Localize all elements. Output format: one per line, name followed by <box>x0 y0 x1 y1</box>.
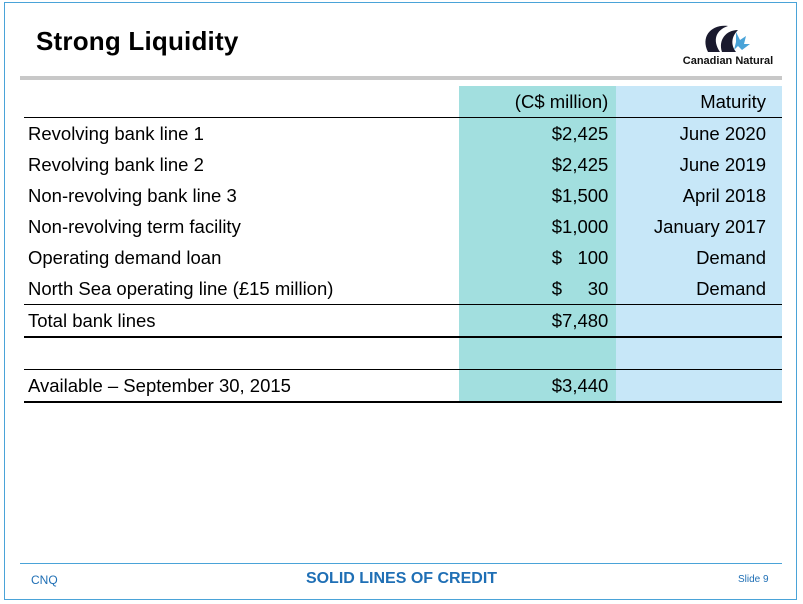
row-label: Non-revolving term facility <box>28 215 241 237</box>
available-maturity <box>616 370 782 403</box>
header-maturity: Maturity <box>616 86 782 118</box>
row-amount: $2,425 <box>459 118 616 150</box>
table-row <box>24 273 782 305</box>
header-label-cell <box>24 86 459 118</box>
footer-caption: SOLID LINES OF CREDIT <box>305 570 498 587</box>
total-label: Total bank lines <box>24 305 459 338</box>
row-maturity: Demand <box>616 242 782 273</box>
row-amount: $ 100 <box>459 242 616 273</box>
row-label: Non-revolving bank line 3 <box>28 184 237 206</box>
table-row <box>24 149 782 180</box>
table-row <box>24 180 782 211</box>
spacer-amount <box>459 337 616 370</box>
available-amount: $3,440 <box>459 370 616 403</box>
footer-divider <box>20 563 782 564</box>
table-row <box>24 242 782 273</box>
total-maturity <box>616 305 782 338</box>
spacer-row <box>24 337 782 370</box>
logo-text: Canadian Natural <box>682 55 774 67</box>
logo-mark-icon <box>678 22 778 56</box>
row-label: North Sea operating line (£15 million) <box>28 277 334 299</box>
available-label: Available – September 30, 2015 <box>24 370 459 403</box>
table-row <box>24 118 782 150</box>
row-maturity: Demand <box>616 273 782 305</box>
row-maturity: June 2019 <box>616 149 782 180</box>
table-row <box>24 211 782 242</box>
slide-number: Slide 9 <box>738 574 769 585</box>
row-maturity: June 2020 <box>616 118 782 150</box>
company-logo <box>678 22 778 70</box>
spacer-maturity <box>616 337 782 370</box>
row-amount: $1,500 <box>459 180 616 211</box>
spacer-label <box>24 337 459 370</box>
table-header-row <box>24 86 782 118</box>
total-amount: $7,480 <box>459 305 616 338</box>
footer-ticker: CNQ <box>31 573 58 587</box>
row-label: Revolving bank line 1 <box>28 122 204 144</box>
row-amount: $1,000 <box>459 211 616 242</box>
header-amount: (C$ million) <box>459 86 616 118</box>
row-maturity: January 2017 <box>616 211 782 242</box>
row-amount: $ 30 <box>459 273 616 305</box>
row-label: Revolving bank line 2 <box>28 153 204 175</box>
title-divider <box>20 76 782 80</box>
liquidity-table <box>24 86 782 403</box>
row-maturity: April 2018 <box>616 180 782 211</box>
available-row <box>24 370 782 403</box>
row-label: Operating demand loan <box>28 246 222 268</box>
slide-title: Strong Liquidity <box>36 26 239 56</box>
row-amount: $2,425 <box>459 149 616 180</box>
total-row <box>24 305 782 338</box>
